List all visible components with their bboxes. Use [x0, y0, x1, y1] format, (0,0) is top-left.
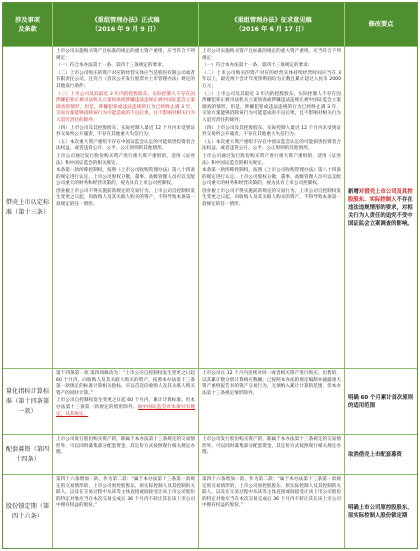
row-final-text: 第四十六条增加一款，作为第二款：“属于本办法第十三条第一款规定的交易情形的，上市公司原控股股东、原实际控制人及其控制的关联人，以及在交易过程中从该等主体直接或间接受让该上市公司股份的特定对象应当在本次交易完成后 36 个月内不转让其在该上市公司中拥有权益的股份。” [53, 475, 199, 548]
row-final-text: 上市公司实施购买资产且标准的规定的重大资产重组，应当符合下列规定： （一）符合本办法第十一条、第四十三条规定的要求； （二）上市公司购买的资产对应的经营实体应当是股份有限公司或者有限责任公司，且符合《首次公开发行股票并上市管理办法》规定的其他发行条件； （三）上市公司及其最近 3 年内的控股股东、实际控制人不存在因涉嫌犯罪正被司法机关立案侦查或涉嫌违法违规正被中国证监会立案调查的情形，但是，涉嫌犯罪或违法违规的行为已经终止满 3 年，交易方案能够消除该行为可能造成的不良后果，且不影响对相关行为人追究责任的除外； （四）上市公司及其控股股东、实际控制人最近 12 个月内未受到证券交易所公开谴责，不存在其他重大失信行为； （五）本次重大资产重组不存在中国证监会认定的可能损害投资者合法权益，或者违背公开、公平、公正原则的其他情形。 上市公司通过发行股份购买资产进行重大资产重组的，适用《证券法》和中国证监会的相关规定。 本条第一款所称控制权，按照《上市公司收购管理办法》第八十四条的规定进行认定。上市公司股权分散，董事、高级管理人员可以支配公司重大的财务和经营决策的，视为具有上市公司控制权。 创业板上市公司不得实施前款规定的交易行为。上市公司自控制权发生变更之日起，向收购人及其关联人购买的资产，不得导致本条第一款规定的任一情形。 [53, 47, 199, 368]
row-draft-text: 上市公司在 12 个月内连续对同一或者相关资产进行购买、出售的，以其累计数分别计算相应数额。已按照本办法的规定编制并披露重大资产重组报告书的资产交易行为，无须纳入累计计算的范围，但本办法第十三条规定情形除外。 [199, 369, 345, 434]
row-topic: 借壳上市认定标准（第十三条） [3, 47, 53, 368]
header-notes: 修改要点 [368, 21, 394, 28]
row-note: 明确 60 个月累计首次原则的适用范围 [348, 394, 414, 409]
table-header [3, 3, 417, 47]
table-row [3, 435, 417, 475]
row-topic: 股份锁定期（第四十六条） [3, 475, 53, 548]
comparison-table [2, 2, 418, 549]
row-note: 明确上市公司原控股股东、原实际控制人股份锁定期 [348, 504, 413, 519]
row-final-text: 上市公司发行股份购买资产的，除属于本办法第十三条规定的交易情形外，可以同时募集部分配套资金，其定价方式按照现行相关规定办理。 [53, 435, 199, 474]
row-note: 新增对借壳上市公司及其控股股东、实际控制人不存在违法违规情形的要求，对相关行为人责任的追究不受中国证监会立案调查的影响。 [348, 188, 413, 227]
row-note: 取消借壳上市配套募资 [348, 451, 402, 458]
row-final-text: 第十四条第一款 第四项修改为：“上市公司自控制权发生变更之日起 60 个月内，向收购人及其关联人购买的资产，按照本办法第十三条第一款规定的标准计算相关指标，应以首次向收购人及其关联人购买资产的同时计算。” 上市公司自控制权发生变更之日起 60 个月内，累计计算标准。但本办法第十三条第一款规定的情形除外。如中国证监会对本条另有规定，从其规定。 [53, 369, 199, 434]
row-draft-text: 上市公司实施购买资产且标准的规定的重大资产重组，应当符合下列规定： （一）符合本办法第十一条、第四十三条规定的要求； （二）上市公司购买的资产对应的经营实体持续经营时间应当在 3 年以上，最近两个会计年度净利润均为正数且累计超过人民币 2000 万元； （三）上市公司及其最近 3 年内的控股股东、实际控制人不存在因涉嫌犯罪正被司法机关立案侦查或涉嫌违法违规正被中国证监会立案调查的情形，但是，涉嫌犯罪或违法违规的行为已经终止满 3 年，交易方案能够消除该行为可能造成的不良后果，且不影响对相关行为人追究责任的除外； （四）上市公司及其控股股东、实际控制人最近 12 个月内未受到证券交易所公开谴责，不存在其他重大失信行为； （五）本次重大资产重组不存在中国证监会认定的可能损害投资者合法权益，或者违背公开、公平、公正原则的其他情形。 上市公司通过发行股份购买资产进行重大资产重组的，适用《证券法》和中国证监会的相关规定。 本条第一款所称控制权，按照《上市公司收购管理办法》第八十四条的规定进行认定。上市公司股权分散，董事、高级管理人员可以支配公司重大的财务和经营决策的，视为具有上市公司控制权。 创业板上市公司不得实施前款规定的交易行为。上市公司自控制权发生变更之日起，向收购人及其关联人购买的资产，不得导致本条第一款规定的任一情形。 [199, 47, 345, 368]
row-topic: 量化指标计算标准（第十四条第一款） [3, 369, 53, 434]
row-draft-text: 第四十六条增加一款，作为第二款：“属于本办法第十三条第一款规定的交易情形的，上市公司原控股股东、原实际控制人及其控制的关联人，以及在交易过程中从该等主体直接或间接受让该上市公司股份的特定对象应当在本次交易完成后 36 个月内不转让其在该上市公司中拥有权益的股份。” [199, 475, 345, 548]
header-draft: 《重组管理办法》征求意见稿 （2016 年 6 月 17 日） [199, 3, 345, 46]
header-topic: 涉及事项 及条款 [3, 3, 53, 46]
table-row [3, 475, 417, 548]
row-draft-text: 上市公司发行股份购买资产的，除属于本办法第十三条规定的交易情形外，可以同时募集部分配套资金，其定价方式按照现行相关规定办理。 [199, 435, 345, 474]
header-final: 《重组管理办法》正式稿 （2016 年 9 月 9 日） [53, 3, 199, 46]
table-row [3, 369, 417, 435]
row-topic: 配套募资（第四十四条） [3, 435, 53, 474]
table-row [3, 47, 417, 369]
